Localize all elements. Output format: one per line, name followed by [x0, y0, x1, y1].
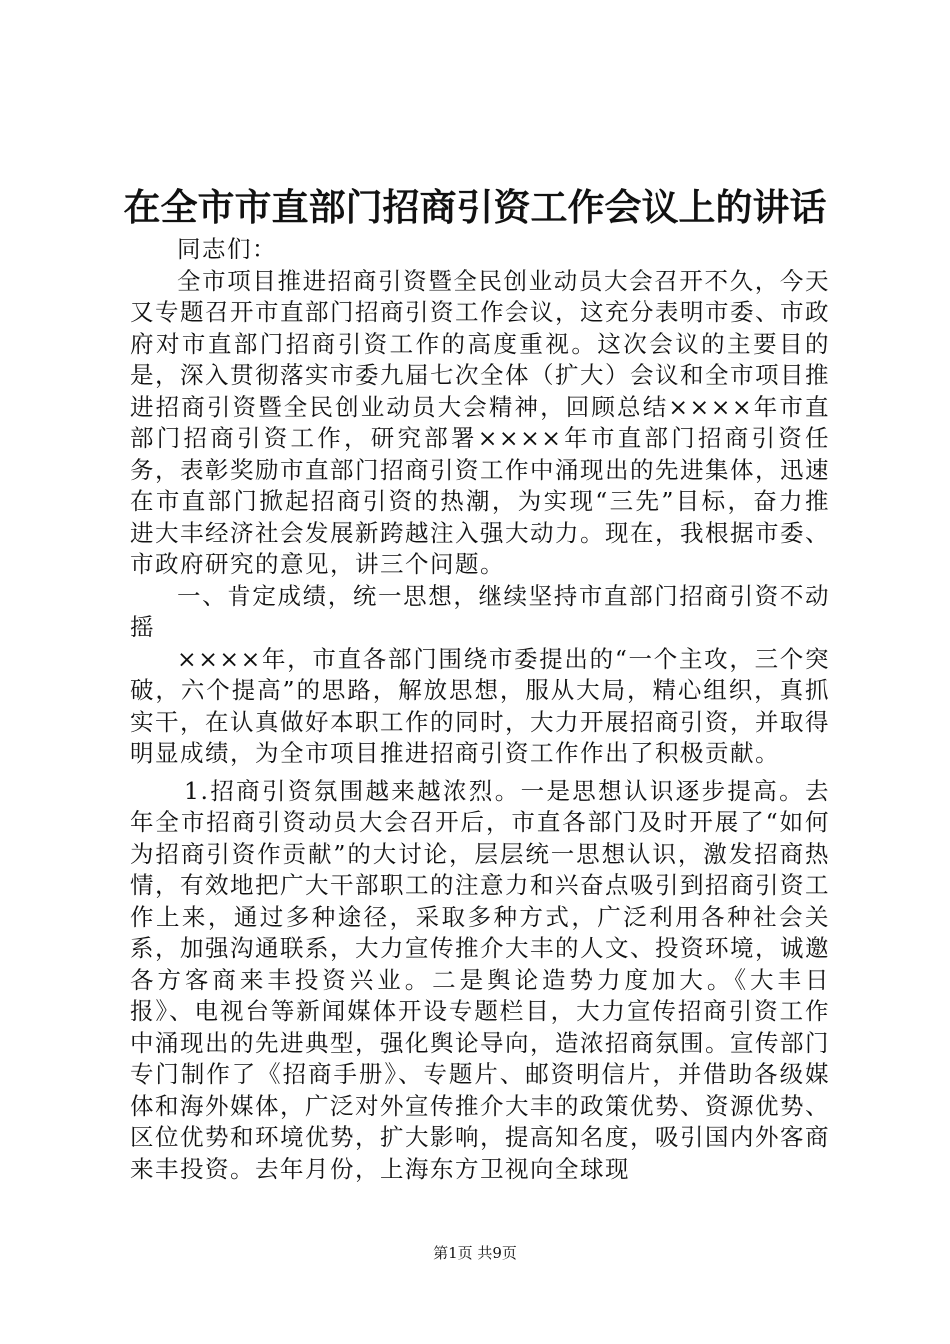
salutation: 同志们：	[177, 235, 277, 263]
document-body	[130, 234, 830, 1185]
section-heading: 一、肯定成绩，统一思想，继续坚持市直部门招商引资不动摇	[130, 581, 830, 641]
document-title: 在全市市直部门招商引资工作会议上的讲话	[123, 185, 827, 229]
paragraph-intro: 全市项目推进招商引资暨全民创业动员大会召开不久，今天又专题召开市直部门招商引资工作会议，这充分表明市委、市政府对市直部门招商引资工作的高度重视。这次会议的主要目的是，深入贯彻落实市委九届七次全体（扩大）会议和全市项目推进招商引资暨全民创业动员大会精神，回顾总结××××年市直部门招商引资工作，研究部署××××年市直部门招商引资任务，表彰奖励市直部门招商引资工作中涌现出的先进集体，迅速在市直部门掀起招商引资的热潮，为实现“三先”目标，奋力推进大丰经济社会发展新跨越注入强大动力。现在，我根据市委、市政府研究的意见，讲三个问题。	[130, 266, 830, 578]
paragraph-item-1: 1.招商引资氛围越来越浓烈。一是思想认识逐步提高。去年全市招商引资动员大会召开后，市直各部门及时开展了“如何为招商引资作贡献”的大讨论，层层统一思想认识，激发招商热情，有效地把广大干部职工的注意力和兴奋点吸引到招商引资工作上来，通过多种途径，采取多种方式，广泛利用各种社会关系，加强沟通联系，大力宣传推介大丰的人文、投资环境，诚邀各方客商来丰投资兴业。二是舆论造势力度加大。《大丰日报》、电视台等新闻媒体开设专题栏目，大力宣传招商引资工作中涌现出的先进典型，强化舆论导向，造浓招商氛围。宣传部门专门制作了《招商手册》、专题片、邮资明信片，并借助各级媒体和海外媒体，广泛对外宣传推介大丰的政策优势、资源优势、区位优势和环境优势，扩大影响，提高知名度，吸引国内外客商来丰投资。去年月份，上海东方卫视向全球现	[130, 776, 830, 1183]
page-number-footer: 第1页 共9页	[433, 1244, 517, 1262]
paragraph-achievements: ××××年，市直各部门围绕市委提出的“一个主攻，三个突破，六个提高”的思路，解放思想，服从大局，精心组织，真抓实干，在认真做好本职工作的同时，大力开展招商引资，并取得明显成绩，为全市项目推进招商引资工作作出了积极贡献。	[130, 644, 830, 767]
